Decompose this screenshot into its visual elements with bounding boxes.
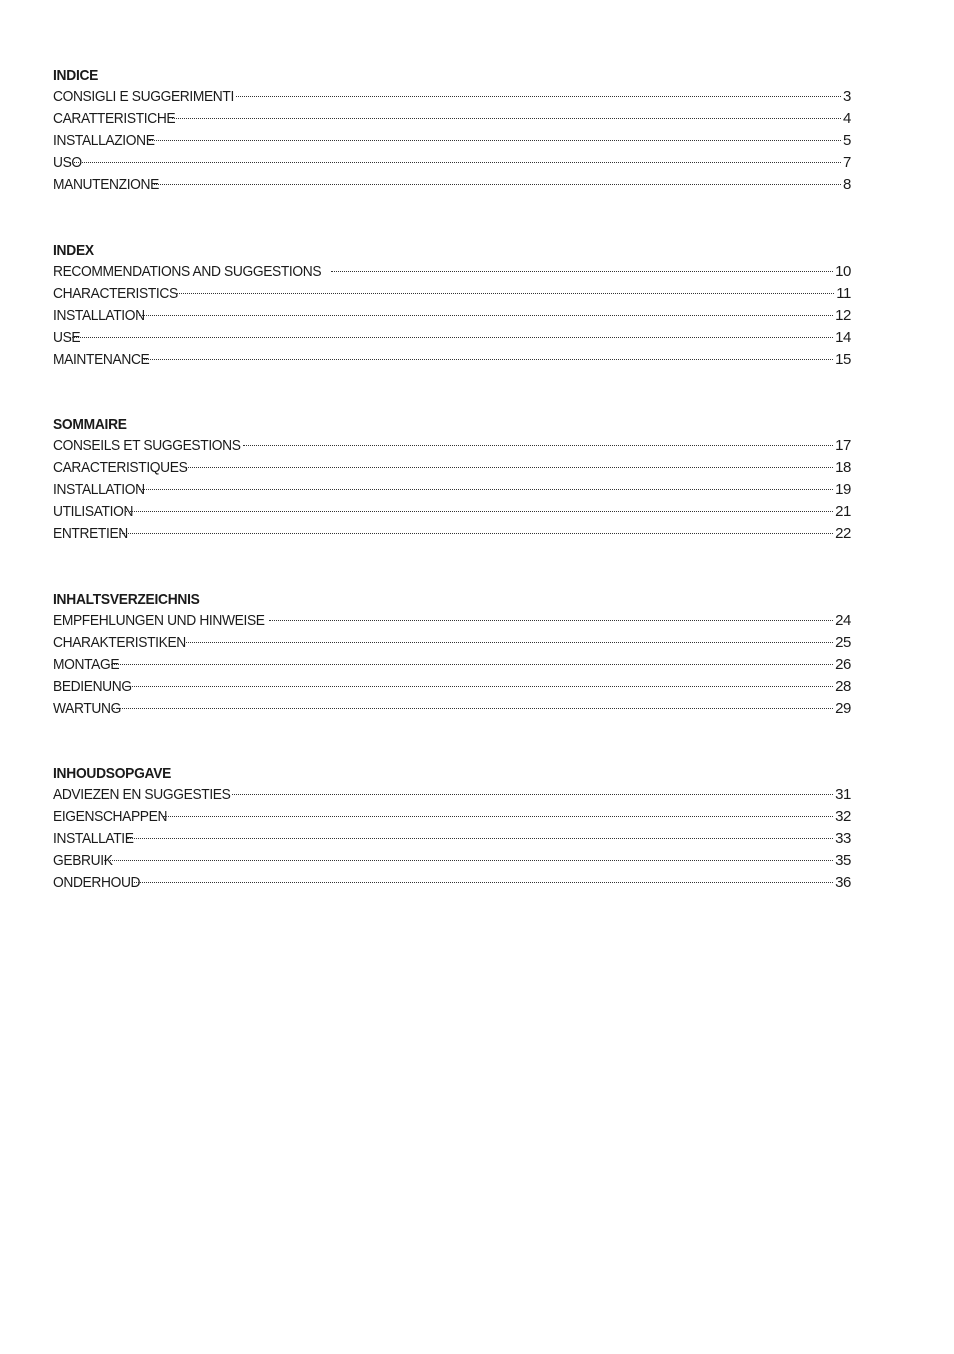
entry-label: ADVIEZEN EN SUGGESTIES (53, 786, 231, 803)
toc-section-french (53, 415, 851, 590)
dot-leader (104, 860, 833, 861)
entry-label: INSTALLAZIONE (53, 132, 155, 149)
entry-label: CHARACTERISTICS (53, 284, 178, 302)
entry-label: CHARAKTERISTIKEN (53, 633, 186, 651)
entry-page-number: 18 (835, 459, 851, 476)
dot-leader (175, 293, 834, 294)
dot-leader (139, 315, 833, 316)
entry-label: ONDERHOUD (53, 874, 141, 891)
dot-leader (154, 184, 841, 185)
entry-page-number: 5 (843, 132, 851, 149)
dot-leader (236, 96, 841, 97)
entry-page-number: 29 (835, 699, 851, 717)
toc-entry[interactable] (53, 632, 851, 654)
dot-leader (113, 708, 833, 709)
entry-page-number: 36 (835, 874, 851, 891)
entry-label: INSTALLATION (53, 306, 145, 324)
entry-page-number: 19 (835, 481, 851, 498)
entry-page-number: 7 (843, 154, 851, 171)
entry-page-number: 33 (835, 830, 851, 847)
entry-label: CONSEILS ET SUGGESTIONS (53, 437, 241, 454)
entry-label: INSTALLATIE (53, 830, 134, 847)
entry-label: UTILISATION (53, 503, 134, 520)
entry-page-number: 14 (835, 328, 851, 346)
dot-leader (120, 533, 833, 534)
toc-entry[interactable] (53, 152, 851, 174)
section-heading: INHOUDSOPGAVE (53, 765, 172, 782)
entry-label: ENTRETIEN (53, 525, 128, 542)
toc-entry[interactable] (53, 327, 851, 349)
dot-leader (125, 686, 833, 687)
toc-entry[interactable] (53, 784, 851, 806)
section-heading: INDEX (53, 241, 94, 259)
entry-page-number: 12 (835, 306, 851, 324)
entry-page-number: 11 (836, 284, 851, 302)
entry-page-number: 21 (835, 503, 851, 520)
dot-leader (111, 664, 833, 665)
entry-label: INSTALLATION (53, 481, 145, 498)
entry-label: CARATTERISTICHE (53, 110, 176, 127)
dot-leader (69, 337, 833, 338)
entry-page-number: 35 (835, 852, 851, 869)
toc-entry[interactable] (53, 349, 851, 371)
dot-leader (126, 511, 833, 512)
toc-entry[interactable] (53, 872, 851, 894)
dot-leader (331, 271, 834, 272)
toc-entry[interactable] (53, 479, 851, 501)
dot-leader (144, 359, 833, 360)
entry-page-number: 25 (835, 633, 851, 651)
toc-section-dutch (53, 764, 851, 939)
toc-entry[interactable] (53, 457, 851, 479)
toc-entry[interactable] (53, 501, 851, 523)
entry-label: MAINTENANCE (53, 350, 150, 368)
toc-entry[interactable] (53, 261, 851, 283)
section-heading: INDICE (53, 67, 99, 84)
dot-leader (185, 467, 833, 468)
entry-page-number: 8 (843, 176, 851, 193)
toc-entry[interactable] (53, 283, 851, 305)
section-heading: SOMMAIRE (53, 416, 127, 433)
toc-entry[interactable] (53, 828, 851, 850)
dot-leader (139, 489, 833, 490)
entry-label: MANUTENZIONE (53, 176, 159, 193)
toc-entry[interactable] (53, 676, 851, 698)
dot-leader (243, 445, 833, 446)
toc-section-german (53, 590, 851, 765)
entry-label: USO (53, 154, 82, 171)
entry-page-number: 31 (835, 786, 851, 803)
entry-page-number: 15 (835, 350, 851, 368)
toc-entry[interactable] (53, 305, 851, 327)
entry-label: WARTUNG (53, 699, 121, 717)
entry-page-number: 10 (835, 262, 851, 280)
toc-entry[interactable] (53, 108, 851, 130)
toc-entry[interactable] (53, 130, 851, 152)
toc-entry[interactable] (53, 435, 851, 457)
dot-leader (70, 162, 841, 163)
toc-entry[interactable] (53, 850, 851, 872)
toc-entry[interactable] (53, 806, 851, 828)
entry-label: CARACTERISTIQUES (53, 459, 188, 476)
table-of-contents (53, 66, 851, 939)
dot-leader (127, 838, 833, 839)
entry-label: EIGENSCHAPPEN (53, 808, 168, 825)
entry-page-number: 28 (835, 677, 851, 695)
entry-label: CONSIGLI E SUGGERIMENTI (53, 88, 234, 105)
dot-leader (149, 140, 841, 141)
entry-page-number: 22 (835, 525, 851, 542)
section-heading: INHALTSVERZEICHNIS (53, 590, 200, 608)
dot-leader (172, 118, 841, 119)
entry-page-number: 26 (835, 655, 851, 673)
toc-entry[interactable] (53, 523, 851, 545)
entry-label: GEBRUIK (53, 852, 113, 869)
entry-page-number: 17 (835, 437, 851, 454)
entry-label: USE (53, 328, 81, 346)
toc-entry[interactable] (53, 86, 851, 108)
toc-section-english (53, 241, 851, 416)
dot-leader (269, 620, 833, 621)
toc-entry[interactable] (53, 174, 851, 196)
toc-entry[interactable] (53, 654, 851, 676)
entry-page-number: 3 (843, 88, 851, 105)
entry-label: MONTAGE (53, 655, 120, 673)
entry-label: RECOMMENDATIONS AND SUGGESTIONS (53, 262, 322, 280)
dot-leader (184, 642, 834, 643)
dot-leader (134, 882, 833, 883)
entry-label: EMPFEHLUNGEN UND HINWEISE (53, 611, 265, 629)
toc-entry[interactable] (53, 610, 851, 632)
entry-label: BEDIENUNG (53, 677, 132, 695)
entry-page-number: 24 (835, 611, 851, 629)
entry-page-number: 4 (843, 110, 851, 127)
dot-leader (232, 794, 833, 795)
toc-section-italian (53, 66, 851, 241)
dot-leader (163, 816, 833, 817)
toc-entry[interactable] (53, 698, 851, 720)
entry-page-number: 32 (835, 808, 851, 825)
